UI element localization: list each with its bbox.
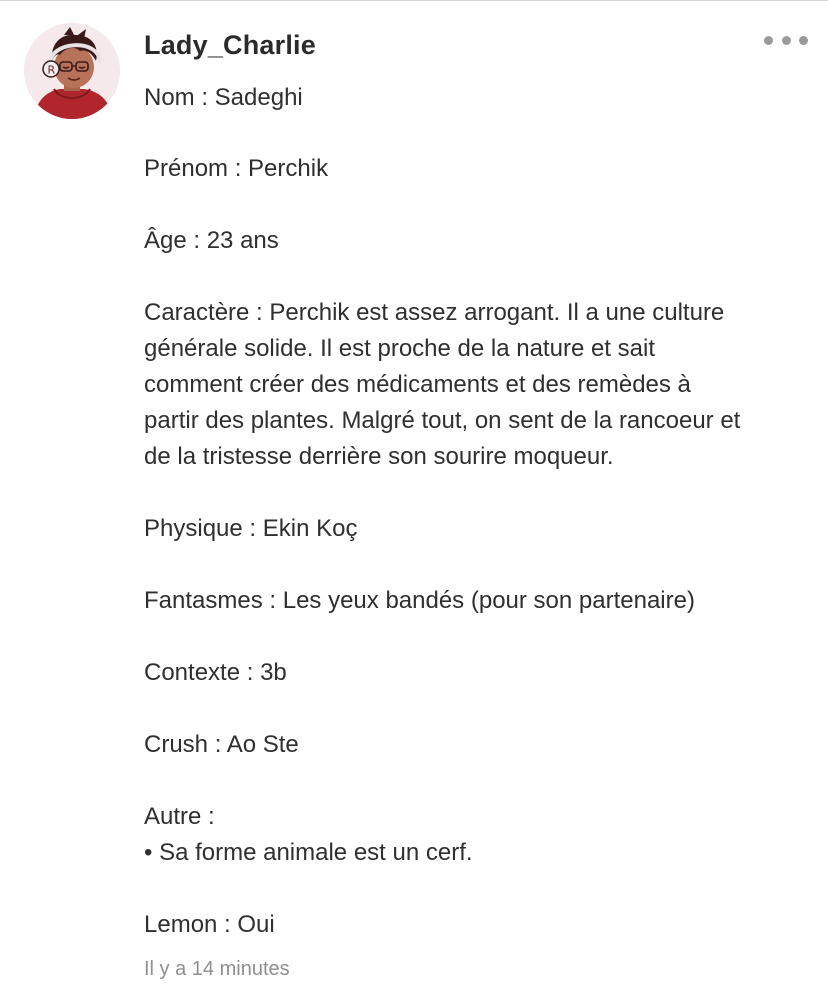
field-age: Âge : 23 ans: [144, 227, 279, 254]
more-horizontal-icon: [764, 36, 773, 45]
field-caractere-line: partir des plantes. Malgré tout, on sent de la rancoeur et: [144, 407, 741, 434]
more-horizontal-icon: [782, 36, 791, 45]
field-autre: Autre :: [144, 803, 215, 830]
field-physique: Physique : Ekin Koç: [144, 515, 358, 542]
more-horizontal-icon: [799, 36, 808, 45]
field-autre-bullet: • Sa forme animale est un cerf.: [144, 839, 473, 866]
field-contexte: Contexte : 3b: [144, 659, 287, 686]
field-crush: Crush : Ao Ste: [144, 731, 299, 758]
field-caractere-line: comment créer des médicaments et des remèdes à: [144, 371, 691, 398]
field-lemon: Lemon : Oui: [144, 911, 275, 938]
more-options-button[interactable]: [764, 30, 808, 50]
avatar-badge: R: [47, 63, 56, 77]
field-caractere-line: Caractère : Perchik est assez arrogant. Il a une culture: [144, 299, 725, 326]
field-fantasmes: Fantasmes : Les yeux bandés (pour son partenaire): [144, 587, 695, 614]
avatar[interactable]: [24, 23, 120, 119]
divider: [0, 0, 828, 1]
field-caractere-line: générale solide. Il est proche de la nature et sait: [144, 335, 655, 362]
field-nom: Nom : Sadeghi: [144, 84, 303, 111]
author-username[interactable]: Lady_Charlie: [144, 30, 316, 60]
avatar-illustration: [24, 23, 120, 119]
field-caractere-line: de la tristesse derrière son sourire moqueur.: [144, 443, 614, 470]
post-timestamp: Il y a 14 minutes: [144, 958, 290, 980]
field-prenom: Prénom : Perchik: [144, 155, 329, 182]
